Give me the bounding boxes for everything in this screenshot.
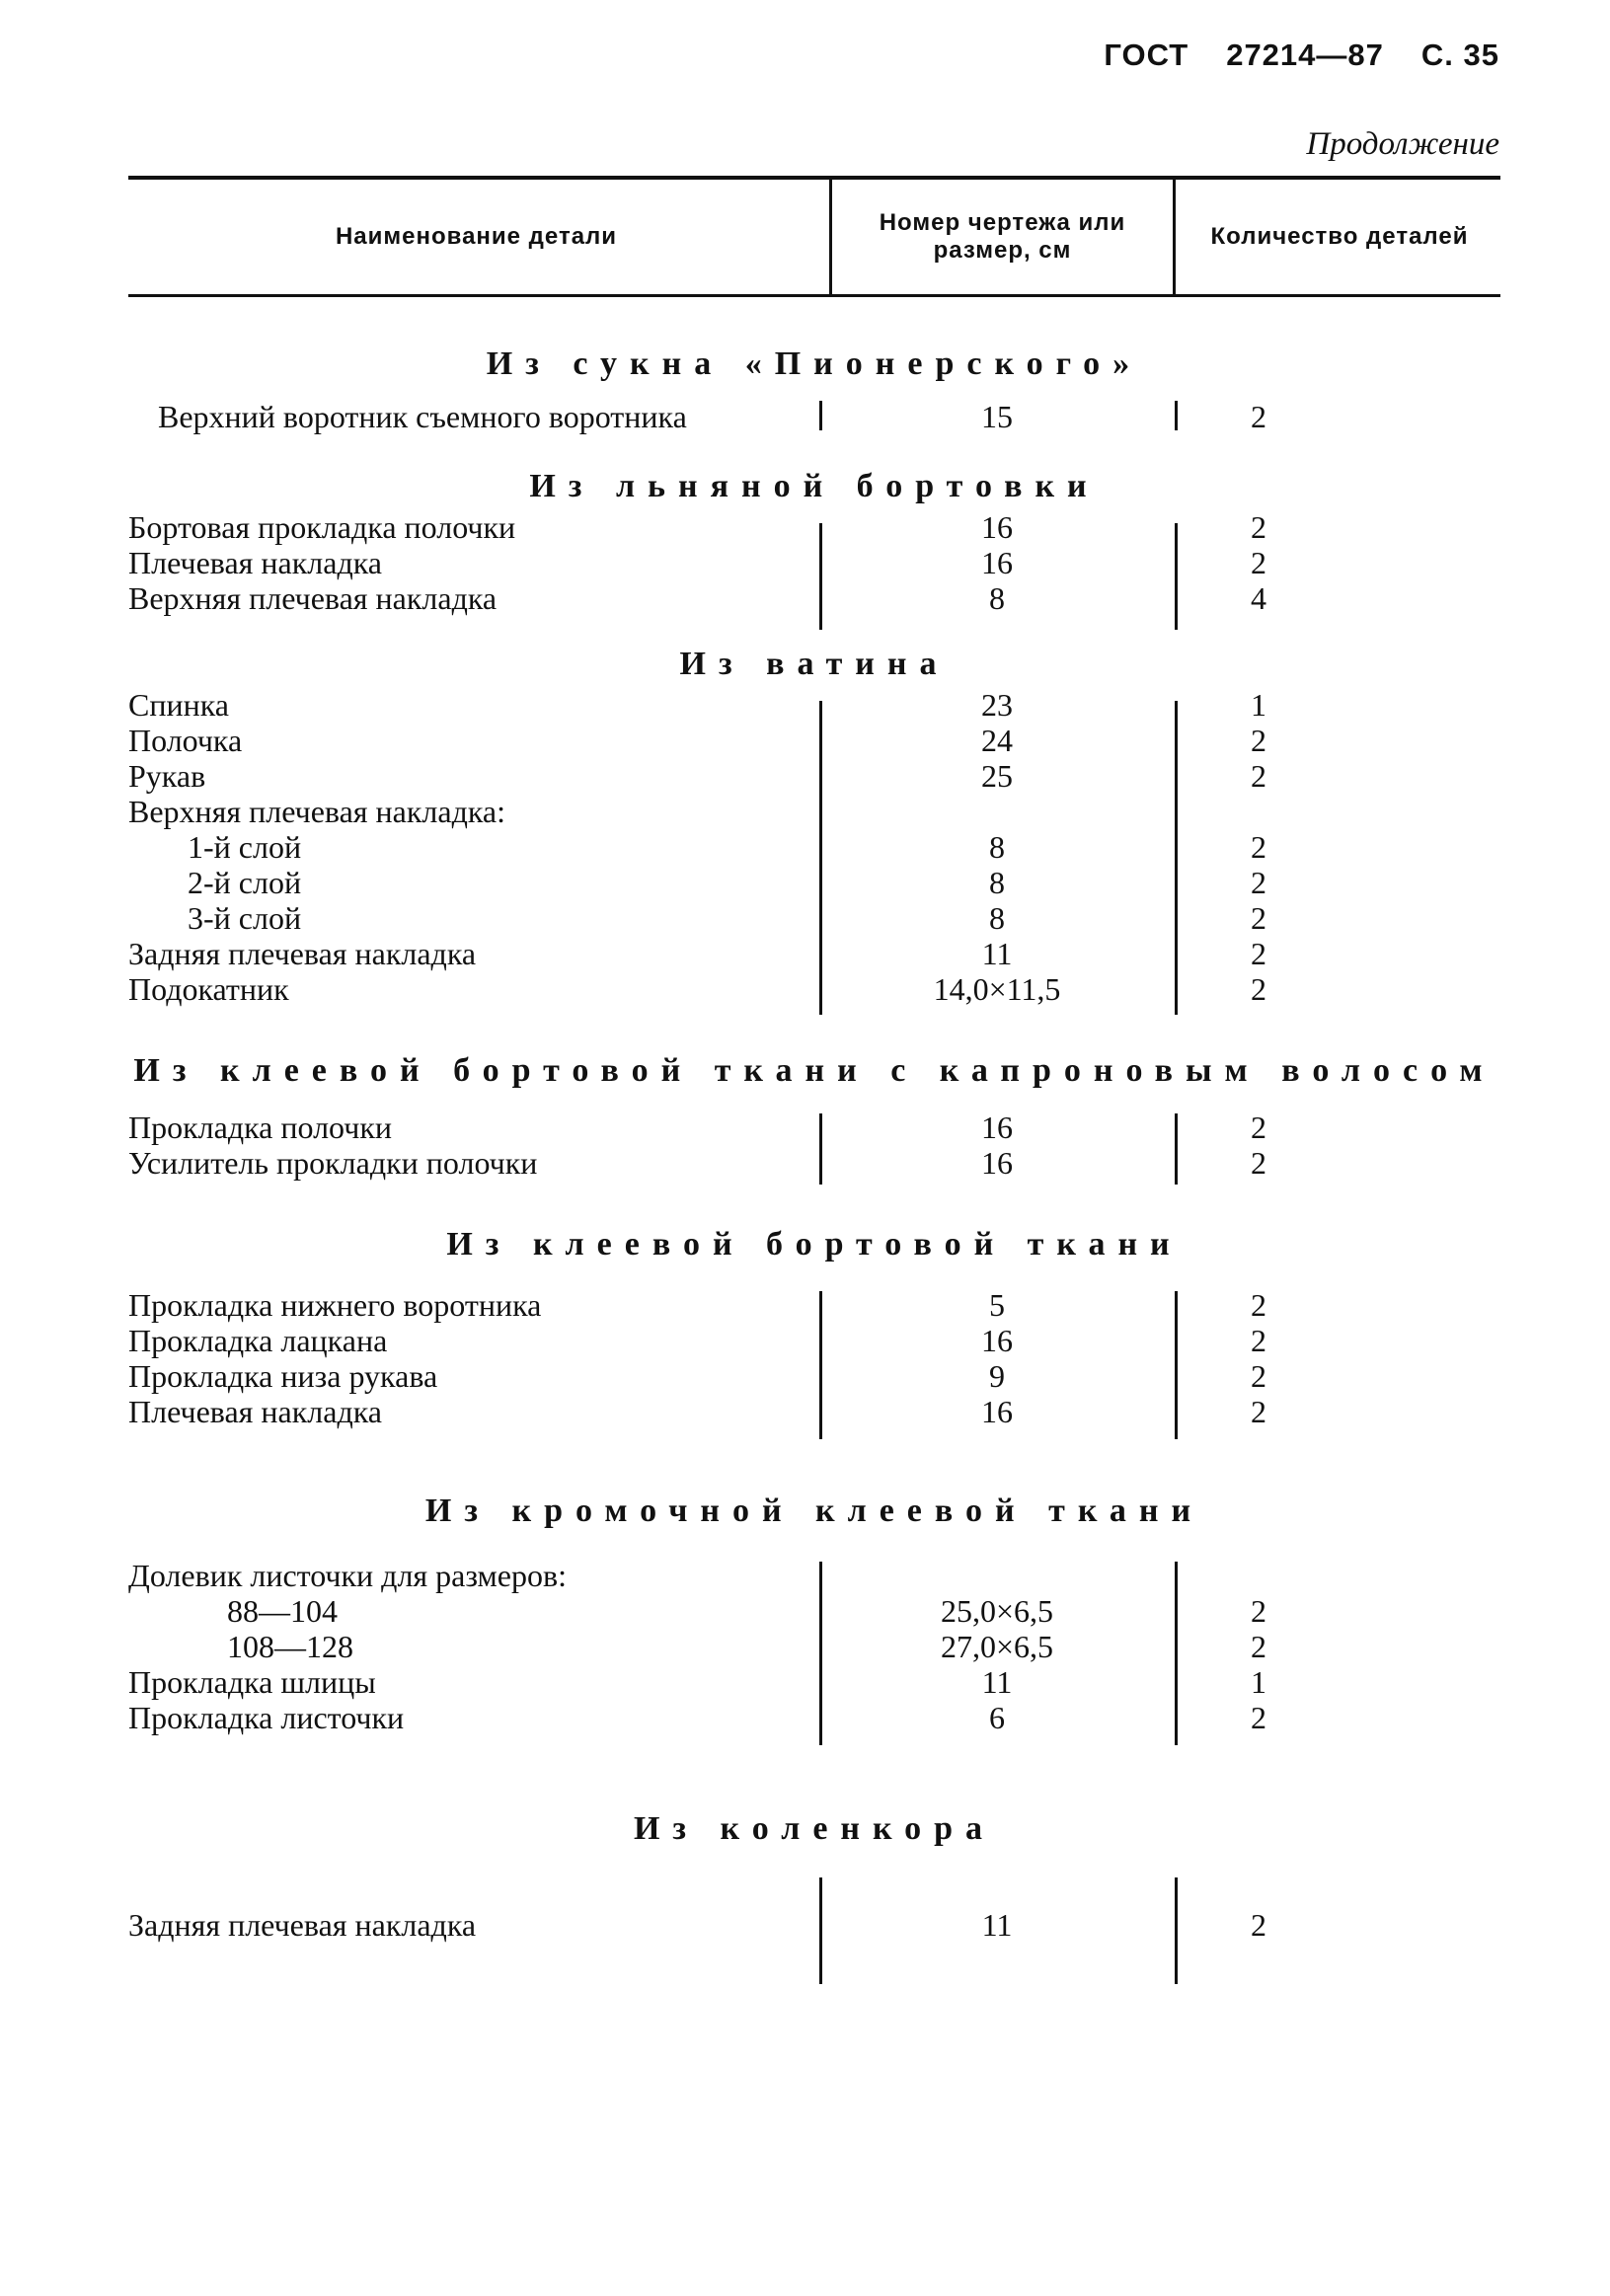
drawing-number: 25,0×6,5	[940, 1593, 1054, 1629]
table-row	[128, 545, 1500, 580]
quantity: 2	[1251, 1323, 1266, 1358]
drawing-number: 8	[989, 865, 1005, 900]
section-kleevaya-tkan	[128, 1222, 1500, 1429]
table-row	[128, 580, 1500, 616]
quantity: 2	[1251, 1907, 1266, 1943]
standard-label: ГОСТ	[1104, 38, 1189, 72]
part-name: Прокладка листочки	[128, 1700, 405, 1735]
part-name: Усилитель прокладки полочки	[128, 1145, 538, 1181]
table-row	[128, 1110, 1500, 1145]
column-divider	[819, 1877, 822, 1984]
table-row	[128, 936, 1500, 971]
part-name: Прокладка низа рукава	[128, 1358, 438, 1394]
drawing-number: 23	[981, 687, 1013, 723]
part-name: Прокладка нижнего воротника	[128, 1287, 542, 1323]
column-divider	[1175, 1113, 1178, 1185]
table-row	[128, 1629, 1500, 1664]
table-row	[128, 758, 1500, 794]
table-row	[128, 1907, 1500, 1943]
section-title: Из сукна «Пионерского»	[486, 345, 1143, 382]
part-name: Верхняя плечевая накладка	[128, 580, 498, 616]
section-vatin	[128, 642, 1500, 1007]
section-kolenkor	[128, 1806, 1500, 1943]
part-name: 108—128	[227, 1629, 353, 1664]
quantity: 2	[1251, 545, 1266, 580]
column-divider	[1175, 1877, 1178, 1984]
drawing-number: 16	[981, 1394, 1013, 1429]
section-title: Из кромочной клеевой ткани	[424, 1492, 1204, 1529]
drawing-number: 16	[981, 1323, 1013, 1358]
table-row	[128, 900, 1500, 936]
part-name: Плечевая накладка	[128, 1394, 382, 1429]
header-part-name: Наименование детали	[335, 223, 618, 250]
table-row	[128, 1323, 1500, 1358]
table-row	[128, 1700, 1500, 1735]
part-name: Прокладка шлицы	[128, 1664, 376, 1700]
page-number: С. 35	[1420, 38, 1499, 72]
drawing-number: 27,0×6,5	[940, 1629, 1054, 1664]
drawing-number: 6	[989, 1700, 1005, 1735]
column-divider	[819, 1113, 822, 1185]
column-divider	[1175, 401, 1178, 430]
column-divider	[819, 1291, 822, 1439]
part-name: Полочка	[128, 723, 243, 758]
column-divider	[819, 1562, 822, 1745]
drawing-number: 11	[981, 1664, 1013, 1700]
table-row	[128, 1358, 1500, 1394]
section-title: Из клеевой бортовой ткани с капроновым волосом	[133, 1052, 1495, 1089]
section-title: Из ватина	[679, 646, 950, 682]
part-name: Задняя плечевая накладка	[128, 936, 477, 971]
part-name: Бортовая прокладка полочки	[128, 509, 516, 545]
table-row	[128, 1394, 1500, 1429]
part-name: Прокладка полочки	[128, 1110, 392, 1145]
drawing-number: 25	[981, 758, 1013, 794]
quantity: 2	[1251, 829, 1266, 865]
section-kapron	[128, 1048, 1500, 1181]
column-divider	[1175, 1562, 1178, 1745]
drawing-number: 16	[981, 1110, 1013, 1145]
quantity: 2	[1251, 900, 1266, 936]
quantity: 1	[1251, 1664, 1266, 1700]
part-name: Плечевая накладка	[128, 545, 382, 580]
quantity: 2	[1251, 1110, 1266, 1145]
drawing-number: 8	[989, 580, 1005, 616]
column-divider	[1175, 1291, 1178, 1439]
drawing-number: 16	[981, 1145, 1013, 1181]
part-name: Верхний воротник съемного воротника	[158, 399, 687, 434]
drawing-number: 24	[981, 723, 1013, 758]
part-name: Долевик листочки для размеров:	[128, 1558, 567, 1593]
quantity: 2	[1251, 723, 1266, 758]
section-lnyanaya-bortovka	[128, 464, 1500, 616]
part-name: Спинка	[128, 687, 229, 723]
part-name: Прокладка лацкана	[128, 1323, 388, 1358]
table-row	[128, 865, 1500, 900]
quantity: 2	[1251, 1358, 1266, 1394]
section-title: Из льняной бортовки	[529, 468, 1100, 504]
continuation-label: Продолжение	[1306, 126, 1499, 162]
quantity: 2	[1251, 865, 1266, 900]
section-title: Из коленкора	[633, 1810, 996, 1847]
section-title: Из клеевой бортовой ткани	[446, 1226, 1183, 1263]
section-kromochnaya	[128, 1489, 1500, 1735]
quantity: 2	[1251, 1394, 1266, 1429]
drawing-number: 16	[981, 545, 1013, 580]
quantity: 4	[1251, 580, 1266, 616]
part-name: 2-й слой	[188, 865, 302, 900]
column-divider	[1175, 701, 1178, 1015]
table-row	[128, 687, 1500, 723]
table-row	[128, 509, 1500, 545]
drawing-number: 16	[981, 509, 1013, 545]
parts-table-header	[128, 176, 1500, 297]
header-drawing-number: Номер чертежа или размер, см	[829, 180, 1173, 294]
drawing-number: 8	[989, 900, 1005, 936]
quantity: 2	[1251, 936, 1266, 971]
quantity: 2	[1251, 1145, 1266, 1181]
quantity: 2	[1251, 758, 1266, 794]
drawing-number: 9	[989, 1358, 1005, 1394]
table-row	[128, 1558, 1500, 1593]
quantity: 2	[1251, 509, 1266, 545]
table-row	[128, 1664, 1500, 1700]
part-name: Верхняя плечевая накладка:	[128, 794, 505, 829]
standard-number: 27214—87	[1226, 38, 1384, 72]
drawing-number: 11	[981, 1907, 1013, 1943]
part-name: Рукав	[128, 758, 206, 794]
table-row	[128, 723, 1500, 758]
drawing-number: 11	[981, 936, 1013, 971]
table-row	[128, 1287, 1500, 1323]
table-row	[128, 1145, 1500, 1181]
part-name: 1-й слой	[188, 829, 302, 865]
column-divider	[819, 523, 822, 630]
quantity: 1	[1251, 687, 1266, 723]
part-name: 3-й слой	[188, 900, 302, 936]
quantity: 2	[1251, 1700, 1266, 1735]
quantity: 2	[1251, 971, 1266, 1007]
column-divider	[819, 701, 822, 1015]
quantity: 2	[1251, 1287, 1266, 1323]
part-name: Задняя плечевая накладка	[128, 1907, 477, 1943]
table-row	[128, 794, 1500, 829]
table-row	[128, 399, 1500, 434]
quantity: 2	[1251, 1593, 1266, 1629]
drawing-number: 14,0×11,5	[933, 971, 1061, 1007]
column-divider	[1175, 523, 1178, 630]
page-header	[1066, 38, 1499, 73]
quantity: 2	[1251, 399, 1266, 434]
part-name: 88—104	[227, 1593, 338, 1629]
header-quantity: Количество деталей	[1173, 180, 1503, 294]
section-sukno	[128, 342, 1500, 434]
drawing-number: 8	[989, 829, 1005, 865]
table-row	[128, 829, 1500, 865]
table-row	[128, 971, 1500, 1007]
quantity: 2	[1251, 1629, 1266, 1664]
part-name: Подокатник	[128, 971, 289, 1007]
column-divider	[819, 401, 822, 430]
drawing-number: 5	[989, 1287, 1005, 1323]
table-row	[128, 1593, 1500, 1629]
drawing-number: 15	[981, 399, 1013, 434]
